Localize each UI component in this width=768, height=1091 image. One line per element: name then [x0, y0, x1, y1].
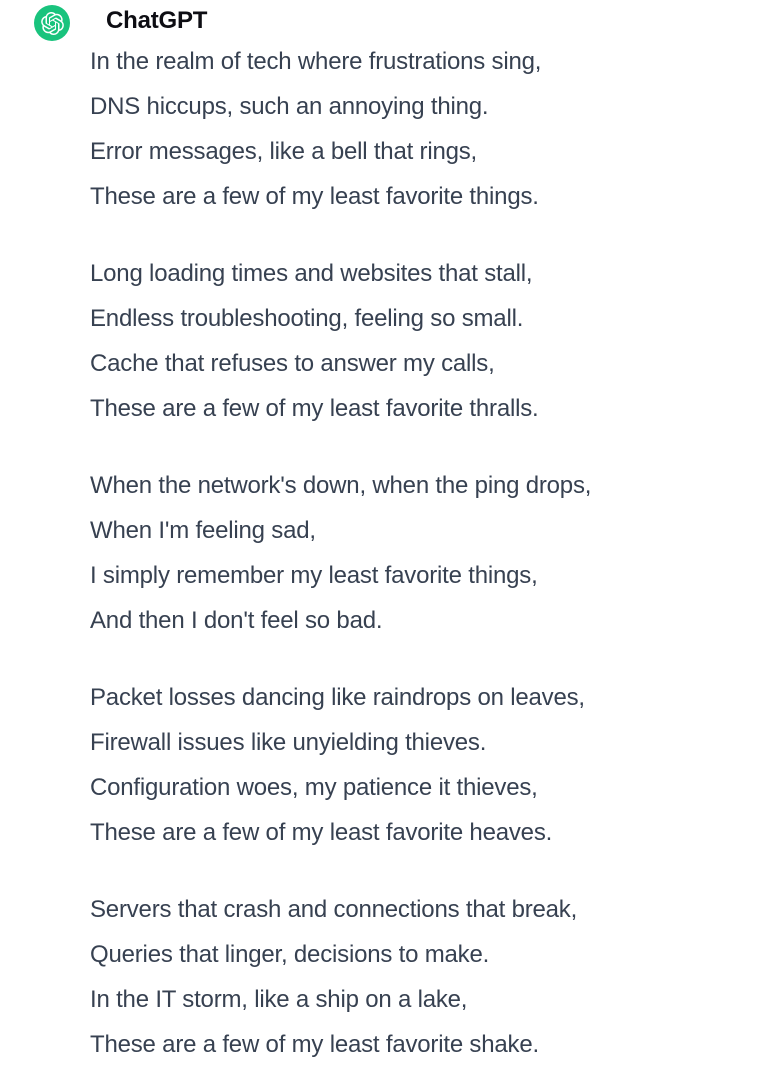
poem-line: In the realm of tech where frustrations sing,	[90, 48, 542, 75]
poem-line: Firewall issues like unyielding thieves.	[90, 729, 487, 756]
poem-line: DNS hiccups, such an annoying thing.	[90, 93, 489, 120]
poem-line: When I'm feeling sad,	[90, 517, 316, 544]
poem-line: Servers that crash and connections that break,	[90, 896, 578, 923]
poem-line: Queries that linger, decisions to make.	[90, 941, 490, 968]
poem-line: I simply remember my least favorite things,	[90, 562, 538, 589]
poem-line: And then I don't feel so bad.	[90, 607, 383, 634]
message-content	[90, 39, 728, 1067]
poem-line: These are a few of my least favorite thralls.	[90, 395, 539, 422]
poem-stanza-2	[90, 251, 728, 431]
chatgpt-avatar	[34, 5, 70, 41]
poem-line: Error messages, like a bell that rings,	[90, 138, 478, 165]
poem-line: Configuration woes, my patience it thieves,	[90, 774, 538, 801]
poem-line: Long loading times and websites that stall,	[90, 260, 533, 287]
poem-line: These are a few of my least favorite shake.	[90, 1031, 539, 1058]
poem-stanza-1	[90, 39, 728, 219]
poem-line: Cache that refuses to answer my calls,	[90, 350, 495, 377]
poem-stanza-3	[90, 463, 728, 643]
poem-line: In the IT storm, like a ship on a lake,	[90, 986, 468, 1013]
assistant-name: ChatGPT	[106, 7, 208, 34]
poem-stanza-4	[90, 675, 728, 855]
poem-line: Endless troubleshooting, feeling so small.	[90, 305, 524, 332]
poem-line: Packet losses dancing like raindrops on leaves,	[90, 684, 585, 711]
poem-line: These are a few of my least favorite things.	[90, 183, 539, 210]
poem-line: These are a few of my least favorite heaves.	[90, 819, 553, 846]
openai-logo-icon	[41, 12, 64, 35]
poem-line: When the network's down, when the ping drops,	[90, 472, 592, 499]
poem-stanza-5	[90, 887, 728, 1067]
